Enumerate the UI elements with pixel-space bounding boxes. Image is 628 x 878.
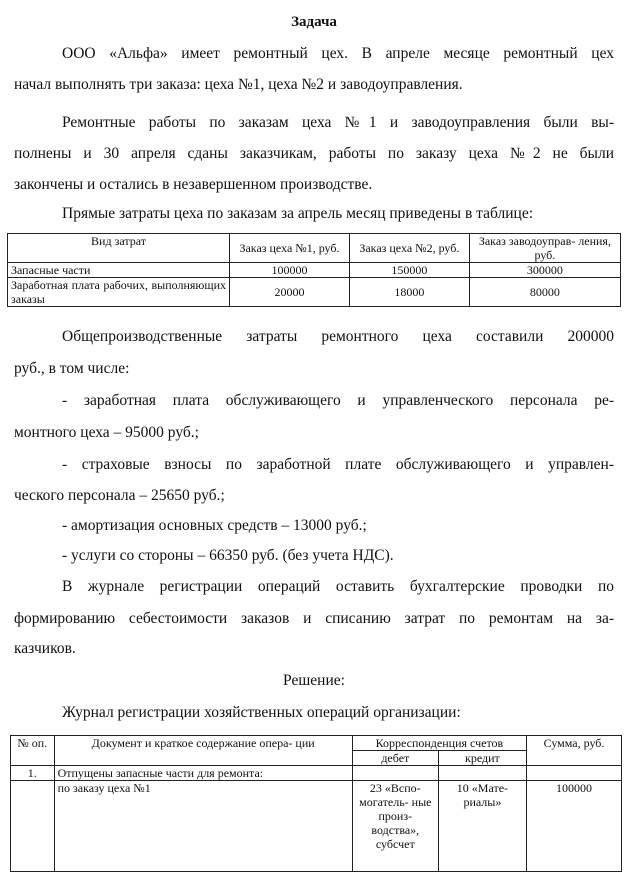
table-cell: 100000: [230, 263, 350, 278]
paragraph-line: - страховые взносы по заработной плате обслуживающего и управлен-: [62, 456, 614, 473]
table-header-cell: дебет: [352, 751, 438, 766]
table-cell: 18000: [349, 278, 469, 307]
paragraph-line: начал выполнять три заказа: цеха №1, цеха №2 и заводоуправления.: [14, 76, 463, 93]
table-header-cell: Заказ цеха №2, руб.: [349, 234, 469, 263]
table-cell: Заработная плата рабочих, выполняющих заказы: [8, 278, 230, 307]
paragraph-line: ООО «Альфа» имеет ремонтный цех. В апреле месяце ремонтный цех: [62, 45, 614, 62]
paragraph-line: Ремонтные работы по заказам цеха №1 и заводоуправления были вы-: [62, 114, 614, 131]
page-title: Задача: [291, 14, 337, 30]
table-cell: Запасные части: [8, 263, 230, 278]
paragraph-line: В журнале регистрации операций оставить бухгалтерские проводки по: [62, 578, 614, 595]
table-header-cell: Сумма, руб.: [527, 736, 622, 766]
table-header-cell: № оп.: [11, 736, 55, 766]
table-cell: 1.: [11, 766, 55, 781]
paragraph-line: ческого персонала – 25650 руб.;: [14, 487, 225, 504]
table-cell: 10 «Мате- риалы»: [438, 781, 526, 872]
table-cell: по заказу цеха №1: [54, 781, 352, 872]
table-cell: 100000: [527, 781, 622, 872]
paragraph-line: казчиков.: [14, 640, 76, 657]
table-cell: 20000: [230, 278, 350, 307]
cost-table: [7, 233, 621, 307]
paragraph-line: Общепроизводственные затраты ремонтного цеха составили 200000: [62, 328, 614, 345]
table-header-cell: Корреспонденция счетов: [352, 736, 526, 751]
table-cell: 300000: [469, 263, 620, 278]
solution-label: Решение:: [283, 672, 345, 689]
table-header-cell: Заказ цеха №1, руб.: [230, 234, 350, 263]
paragraph-line: полнены и 30 апреля сданы заказчикам, работы по заказу цеха №2 не были: [14, 145, 614, 162]
paragraph-line: монтного цеха – 95000 руб.;: [14, 424, 199, 441]
paragraph-line: формированию себестоимости заказов и списанию затрат по ремонтам на за-: [14, 610, 614, 627]
table-cell: 150000: [349, 263, 469, 278]
paragraph-line: - амортизация основных средств – 13000 руб.;: [62, 517, 367, 534]
paragraph-line: Прямые затраты цеха по заказам за апрель месяц приведены в таблице:: [62, 205, 534, 222]
journal-title: Журнал регистрации хозяйственных операций организации:: [62, 704, 461, 721]
paragraph-line: - услуги со стороны – 66350 руб. (без учета НДС).: [62, 547, 394, 564]
journal-table: [10, 735, 622, 872]
table-header-cell: Заказ заводоуправ- ления, руб.: [469, 234, 620, 263]
table-cell: [352, 766, 438, 781]
table-cell: [11, 781, 55, 872]
paragraph-line: - заработная плата обслуживающего и управленческого персонала ре-: [62, 392, 614, 409]
table-header-cell: кредит: [438, 751, 526, 766]
table-cell: [527, 766, 622, 781]
paragraph-line: руб., в том числе:: [14, 360, 130, 377]
table-cell: Отпущены запасные части для ремонта:: [54, 766, 352, 781]
table-cell: 80000: [469, 278, 620, 307]
table-header-cell: Документ и краткое содержание опера- ции: [54, 736, 352, 766]
paragraph-line: закончены и остались в незавершенном производстве.: [14, 176, 373, 193]
table-cell: [438, 766, 526, 781]
table-cell: 23 «Вспо- могатель- ные произ- водства», субсчет: [352, 781, 438, 872]
table-header-cell: Вид затрат: [8, 234, 230, 263]
